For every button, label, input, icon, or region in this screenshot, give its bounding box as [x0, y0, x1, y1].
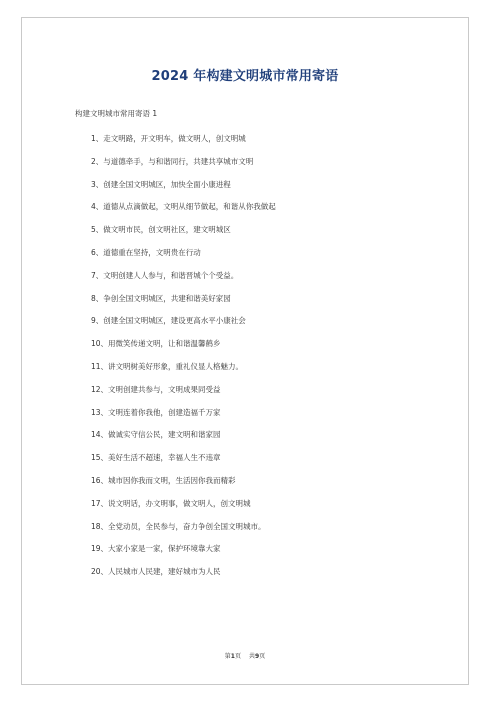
total-suffix: 页	[259, 653, 266, 660]
slogan-list	[91, 134, 276, 590]
page-current: 1	[230, 653, 235, 660]
page-suffix: 页	[234, 653, 241, 660]
list-item: 14、做诚实守信公民，建文明和谐家园	[91, 430, 221, 440]
list-item: 20、人民城市人民建，建好城市为人民	[91, 567, 221, 577]
list-item: 10、用微笑传递文明，让和谐温馨鹤乡	[91, 339, 221, 349]
list-item: 18、全党动员，全民参与，奋力争创全国文明城市。	[91, 521, 266, 531]
total-prefix: 共	[249, 653, 256, 660]
list-item: 13、文明连着你我他，创建造福千万家	[91, 407, 221, 417]
list-item: 12、文明创建共参与，文明成果同受益	[91, 384, 221, 394]
page-prefix: 第	[224, 653, 231, 660]
page-footer	[22, 651, 468, 660]
list-item: 16、城市因你我而文明，生活因你我而精彩	[91, 475, 236, 485]
list-item: 11、讲文明树美好形象，重礼仪显人格魅力。	[91, 361, 244, 371]
list-item: 6、道德重在坚持，文明贵在行动	[91, 247, 201, 257]
list-item: 1、走文明路，开文明车，做文明人，创文明城	[91, 134, 246, 143]
list-item: 4、道德从点滴做起，文明从细节做起，和谐从你我做起	[91, 202, 276, 212]
list-item: 8、争创全国文明城区，共建和谐美好家园	[91, 293, 231, 303]
document-page	[21, 17, 469, 685]
list-item: 19、大家小家是一家，保护环境靠大家	[91, 544, 221, 554]
list-item: 17、说文明话，办文明事，做文明人，创文明城	[91, 498, 251, 508]
list-item: 3、创建全国文明城区，加快全面小康进程	[91, 179, 231, 189]
section-heading: 构建文明城市常用寄语 1	[75, 109, 158, 118]
list-item: 2、与道德牵手，与和谐同行，共建共享城市文明	[91, 156, 254, 166]
page-total: 9	[255, 653, 260, 660]
list-item: 5、做文明市民，创文明社区，建文明城区	[91, 225, 231, 235]
document-title: 2024 年构建文明城市常用寄语	[151, 69, 339, 84]
list-item: 9、创建全国文明城区，建设更高水平小康社会	[91, 316, 246, 326]
list-item: 7、文明创建人人参与，和谐晋城个个受益。	[91, 270, 239, 280]
list-item: 15、美好生活不超速，幸福人生不违章	[91, 453, 221, 463]
